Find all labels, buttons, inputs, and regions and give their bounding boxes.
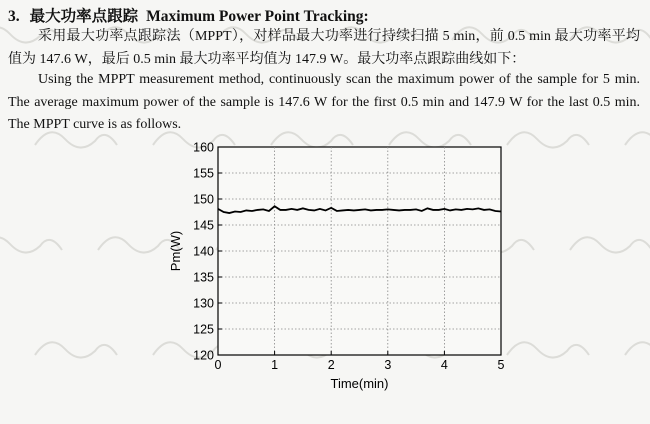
x-tick-label: 4 <box>440 358 448 372</box>
x-tick-label: 1 <box>271 358 279 372</box>
y-tick-label: 145 <box>193 218 214 233</box>
y-tick-label: 160 <box>193 140 214 155</box>
y-tick-label: 140 <box>193 244 214 259</box>
y-tick-label: 135 <box>193 270 214 285</box>
section-number: 3. <box>8 8 20 25</box>
x-tick-label: 0 <box>214 358 222 372</box>
x-axis-label: Time(min) <box>330 376 389 391</box>
paragraph-chinese: 采用最大功率点跟踪法（MPPT），对样品最大功率进行持续扫描 5 min，前 0.5 min 最大功率平均值为 147.6 W，最后 0.5 min 最大功率平均值为 147.9 W。最大功率点跟踪曲线如下： <box>8 29 640 67</box>
section-title-cn: 最大功率点跟踪 <box>29 8 139 25</box>
y-axis-label: Pm(W) <box>168 230 183 272</box>
y-tick-label: 125 <box>193 322 214 337</box>
y-tick-label: 150 <box>193 192 214 207</box>
y-tick-label: 130 <box>193 296 214 311</box>
x-tick-label: 3 <box>384 358 392 372</box>
x-tick-label: 2 <box>327 358 335 372</box>
y-tick-label: 120 <box>193 348 214 363</box>
section-heading <box>8 4 369 26</box>
mppt-chart <box>0 138 650 424</box>
x-tick-label: 5 <box>497 358 505 372</box>
y-tick-label: 155 <box>193 166 214 181</box>
section-title-en: Maximum Power Point Tracking: <box>146 8 369 25</box>
paragraph-english: Using the MPPT measurement method, continuously scan the maximum power of the sample for 5 min. The average maximum power of the sample is 147.6 W for the first 0.5 min and 147.9 W for the last 0.5 min. The MPPT curve is as follows. <box>8 72 640 132</box>
